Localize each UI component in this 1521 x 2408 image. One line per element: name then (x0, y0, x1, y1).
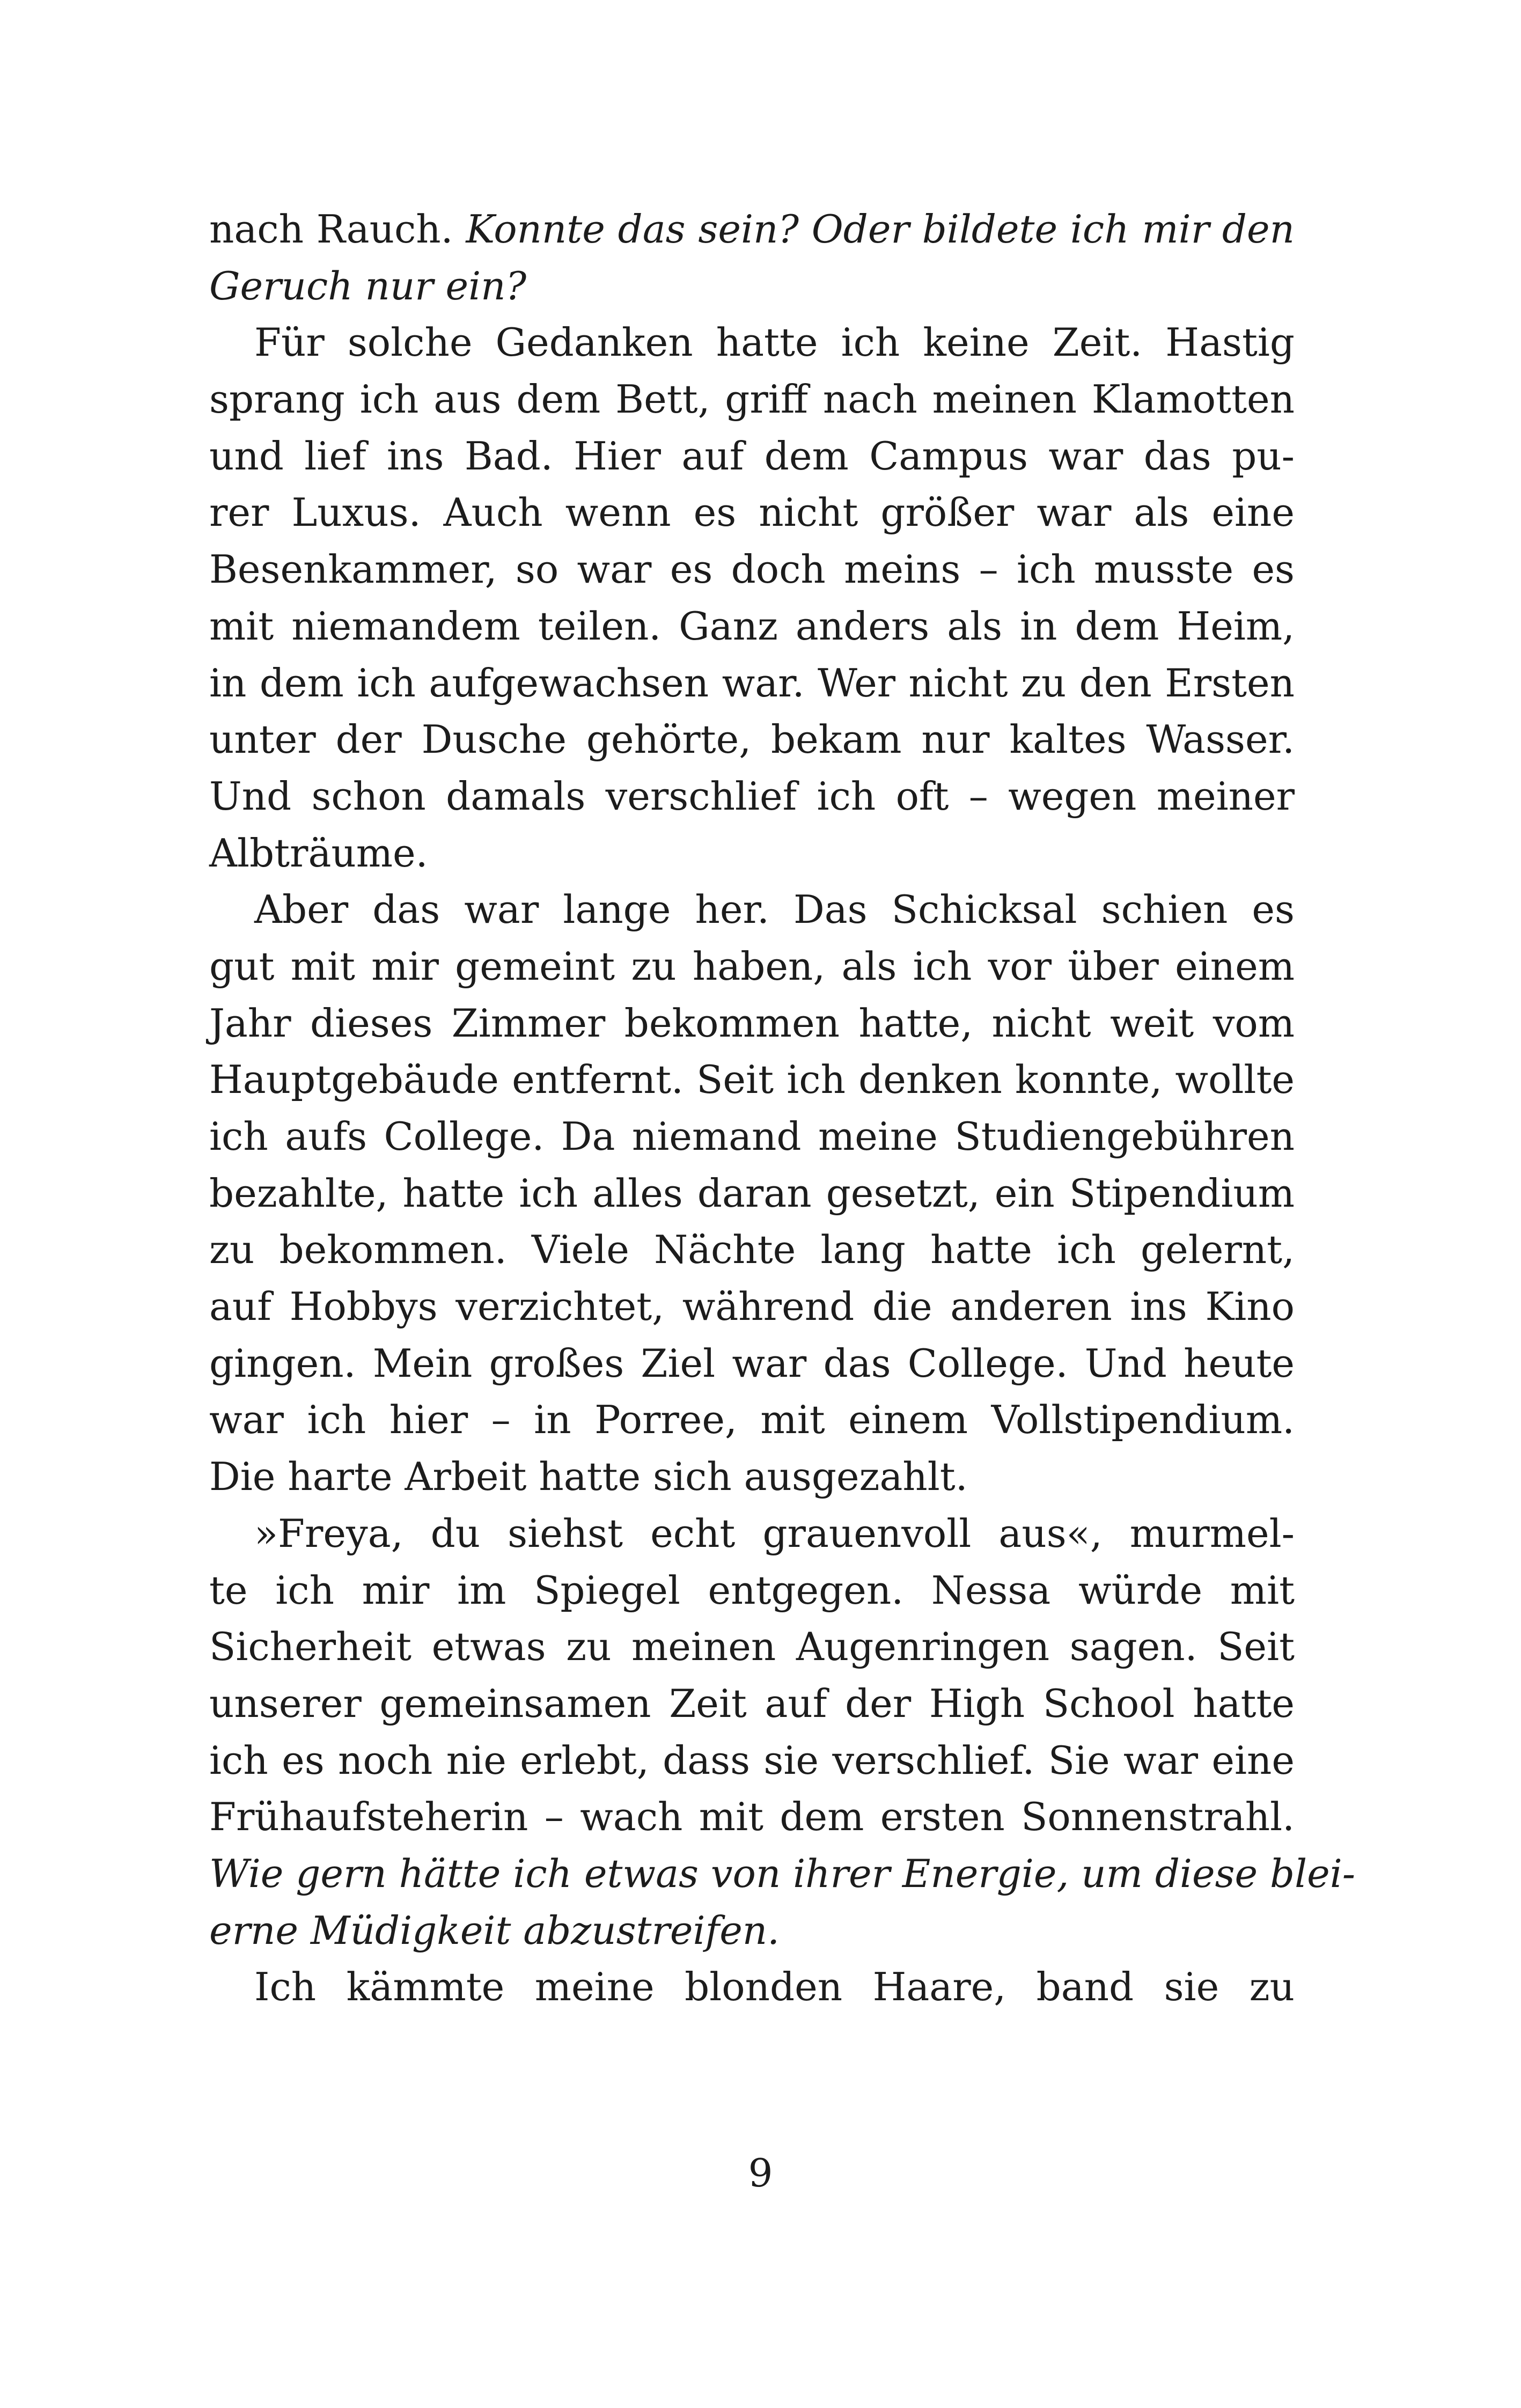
text-line (209, 1279, 1295, 1335)
line-text: Sicherheit etwas zu meinen Augenringen sagen. Seit (209, 1624, 1295, 1670)
line-text: Für solche Gedanken hatte ich keine Zeit. Hastig (254, 320, 1295, 365)
text-line (209, 768, 1295, 825)
text-line (209, 655, 1295, 712)
text-line (209, 1052, 1295, 1108)
line-text: Ich kämmte meine blonden Haare, band sie zu (254, 1964, 1295, 2010)
text-line (209, 598, 1295, 655)
line-text: war ich hier – in Porree, mit einem Vollstipendium. (209, 1397, 1295, 1443)
text-line (209, 1108, 1295, 1165)
line-text: Frühaufsteherin – wach mit dem ersten Sonnenstrahl. (209, 1794, 1295, 1840)
line-text: gingen. Mein großes Ziel war das College. Und heute (209, 1340, 1295, 1386)
line-text: nach Rauch. (209, 207, 466, 252)
line-italic-text: Konnte das sein? Oder bildete ich mir den (466, 207, 1295, 252)
line-text: bezahlte, hatte ich alles daran gesetzt, ein Stipendium (209, 1170, 1295, 1216)
text-line (209, 938, 1295, 995)
line-text: Hauptgebäude entfernt. Seit ich denken konnte, wollte (209, 1057, 1295, 1103)
line-italic-text: Wie gern hätte ich etwas von ihrer Energie, um diese blei- (209, 1851, 1356, 1896)
line-text: und lief ins Bad. Hier auf dem Campus war das pu- (209, 433, 1295, 479)
line-text: Albträume. (209, 830, 428, 876)
body-text (209, 201, 1356, 2016)
line-text: Aber das war lange her. Das Schicksal schien es (254, 887, 1295, 933)
line-text: in dem ich aufgewachsen war. Wer nicht zu den Ersten (209, 660, 1295, 706)
text-line (209, 1506, 1295, 1562)
text-line (209, 1165, 1295, 1222)
line-text: gut mit mir gemeint zu haben, als ich vor über einem (209, 943, 1295, 989)
line-text: Jahr dieses Zimmer bekommen hatte, nicht weit vom (209, 1000, 1295, 1046)
text-line (209, 882, 1295, 938)
line-text: unserer gemeinsamen Zeit auf der High School hatte (209, 1680, 1295, 1726)
line-text: mit niemandem teilen. Ganz anders als in dem Heim, (209, 603, 1295, 649)
line-text: Und schon damals verschlief ich oft – wegen meiner (209, 773, 1295, 819)
line-text: ich aufs College. Da niemand meine Studiengebühren (209, 1114, 1295, 1159)
text-line (209, 258, 1295, 315)
text-line (209, 1562, 1295, 1619)
line-text: sprang ich aus dem Bett, griff nach meinen Klamotten (209, 377, 1295, 422)
text-line (209, 711, 1295, 768)
line-text: rer Luxus. Auch wenn es nicht größer war als eine (209, 490, 1295, 535)
page-number: 9 (748, 2150, 773, 2196)
text-line (209, 1846, 1356, 1903)
text-line (209, 1789, 1295, 1846)
line-text: Die harte Arbeit hatte sich ausgezahlt. (209, 1454, 968, 1500)
text-line (209, 1676, 1295, 1732)
text-line (209, 1392, 1295, 1449)
line-text: unter der Dusche gehörte, bekam nur kaltes Wasser. (209, 717, 1295, 762)
text-line (209, 314, 1295, 371)
line-text: auf Hobbys verzichtet, während die anderen ins Kino (209, 1284, 1295, 1330)
text-line (209, 1619, 1295, 1676)
line-italic-text: erne Müdigkeit abzustreifen. (209, 1907, 780, 1953)
text-line (209, 1959, 1295, 2016)
line-text: »Freya, du siehst echt grauenvoll aus«, murmel- (254, 1510, 1295, 1556)
text-line (209, 825, 1295, 882)
text-line (209, 995, 1295, 1052)
text-line (209, 1903, 1295, 1959)
text-line (209, 484, 1295, 541)
line-text: zu bekommen. Viele Nächte lang hatte ich gelernt, (209, 1227, 1295, 1273)
line-text: te ich mir im Spiegel entgegen. Nessa würde mit (209, 1567, 1295, 1613)
line-italic-text: Geruch nur ein? (209, 263, 527, 309)
text-line (209, 541, 1295, 598)
line-text: ich es noch nie erlebt, dass sie verschlief. Sie war eine (209, 1737, 1295, 1783)
text-line (209, 1222, 1295, 1279)
text-line (209, 201, 1295, 258)
line-text: Besenkammer, so war es doch meins – ich musste es (209, 547, 1295, 592)
text-line (209, 371, 1295, 428)
text-line (209, 1449, 1295, 1506)
text-line (209, 1732, 1295, 1789)
text-line (209, 428, 1295, 485)
text-line (209, 1335, 1295, 1392)
